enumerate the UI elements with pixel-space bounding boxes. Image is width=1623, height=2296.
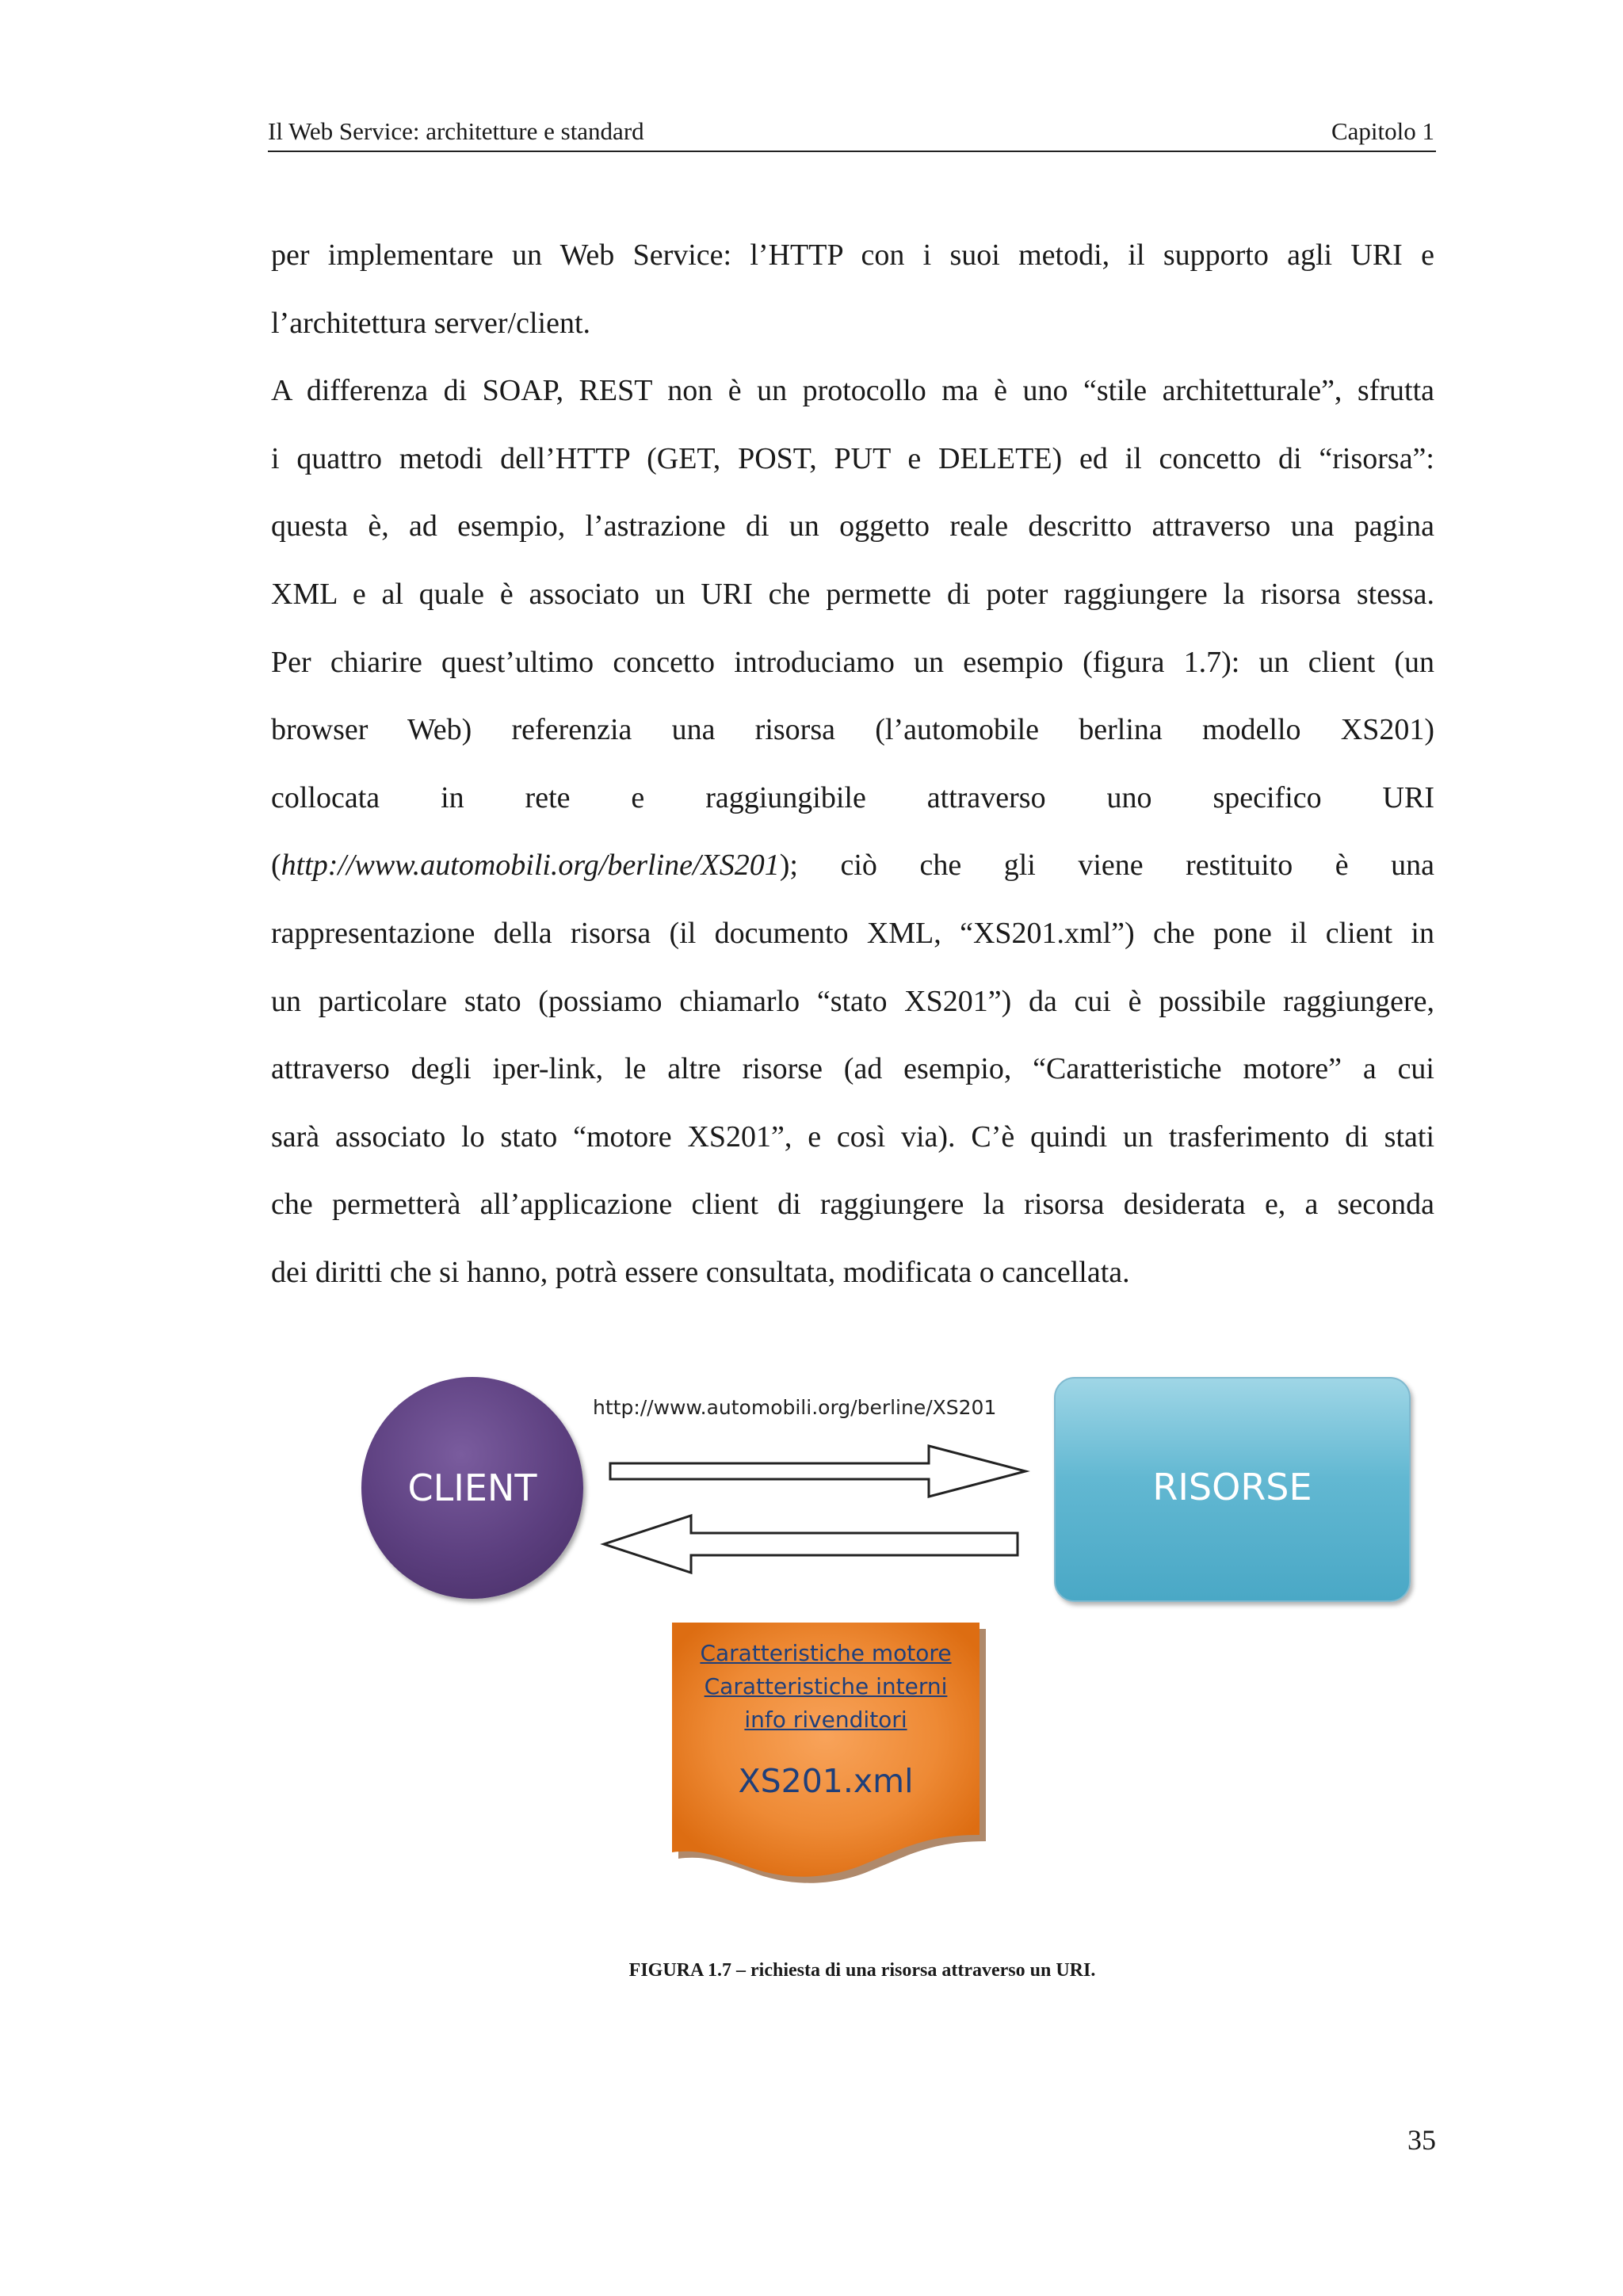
- body-line: questa è, ad esempio, l’astrazione di un oggetto reale descritto attraverso una pagina: [271, 509, 1434, 543]
- header-title: Il Web Service: architetture e standard: [268, 117, 644, 145]
- figure-caption: FIGURA 1.7 – richiesta di una risorsa attraverso un URI.: [628, 1960, 1096, 1981]
- body-line: l’architettura server/client.: [271, 306, 591, 340]
- link-info-rivenditori[interactable]: info rivenditori: [744, 1707, 907, 1733]
- body-line: i quattro metodi dell’HTTP (GET, POST, PUT e DELETE) ed il concetto di “risorsa”:: [271, 441, 1434, 475]
- header-chapter: Capitolo 1: [1331, 117, 1434, 145]
- body-line: Per chiarire quest’ultimo concetto introduciamo un esempio (figura 1.7): un client (un: [271, 645, 1434, 679]
- resources-box: [1054, 1377, 1411, 1602]
- url-line-rest: ); ciò che gli viene restituito è una: [779, 849, 1434, 883]
- body-paragraphs: [271, 222, 1434, 1307]
- body-line: dei diritti che si hanno, potrà essere consultata, modificata o cancellata.: [271, 1255, 1130, 1289]
- link-caratteristiche-motore[interactable]: Caratteristiche motore: [700, 1640, 952, 1666]
- link-caratteristiche-interni[interactable]: Caratteristiche interni: [704, 1673, 948, 1699]
- body-line: che permetterà all’applicazione client di raggiungere la risorsa desiderata e, a seconda: [271, 1188, 1434, 1222]
- body-line: collocata in rete e raggiungibile attraverso uno specifico URI: [271, 780, 1434, 814]
- body-line: per implementare un Web Service: l’HTTP con i suoi metodi, il supporto agli URI e: [271, 238, 1434, 272]
- document-name: XS201.xml: [738, 1762, 914, 1800]
- document-links: [672, 1637, 980, 1737]
- page-number: 35: [1407, 2124, 1436, 2156]
- url-open-paren: (: [271, 849, 281, 883]
- body-line: A differenza di SOAP, REST non è un protocollo ma è uno “stile architetturale”, sfrutta: [271, 374, 1434, 408]
- request-arrow-right: [610, 1446, 1025, 1497]
- resource-uri: http://www.automobili.org/berline/XS201: [281, 849, 780, 883]
- body-line: browser Web) referenzia una risorsa (l’automobile berlina modello XS201): [271, 713, 1434, 747]
- body-line: sarà associato lo stato “motore XS201”, e così via). C’è quindi un trasferimento di stati: [271, 1119, 1434, 1154]
- request-url-label: http://www.automobili.org/berline/XS201: [593, 1396, 997, 1419]
- response-arrow-left: [604, 1516, 1018, 1573]
- running-header: [268, 114, 1436, 152]
- figure-1-7: [0, 1347, 1623, 1917]
- body-line: XML e al quale è associato un URI che permette di poter raggiungere la risorsa stessa.: [271, 577, 1434, 611]
- client-circle: [361, 1377, 583, 1599]
- resources-label: RISORSE: [1152, 1466, 1312, 1508]
- arrows-diagram: [593, 1430, 1037, 1581]
- client-label: CLIENT: [407, 1466, 537, 1509]
- body-line: rappresentazione della risorsa (il documento XML, “XS201.xml”) che pone il client in: [271, 916, 1434, 950]
- body-line-url: [271, 832, 1434, 900]
- body-line: attraverso degli iper-link, le altre risorse (ad esempio, “Caratteristiche motore” a cui: [271, 1052, 1434, 1086]
- body-line: un particolare stato (possiamo chiamarlo “stato XS201”) da cui è possibile raggiungere,: [271, 984, 1434, 1018]
